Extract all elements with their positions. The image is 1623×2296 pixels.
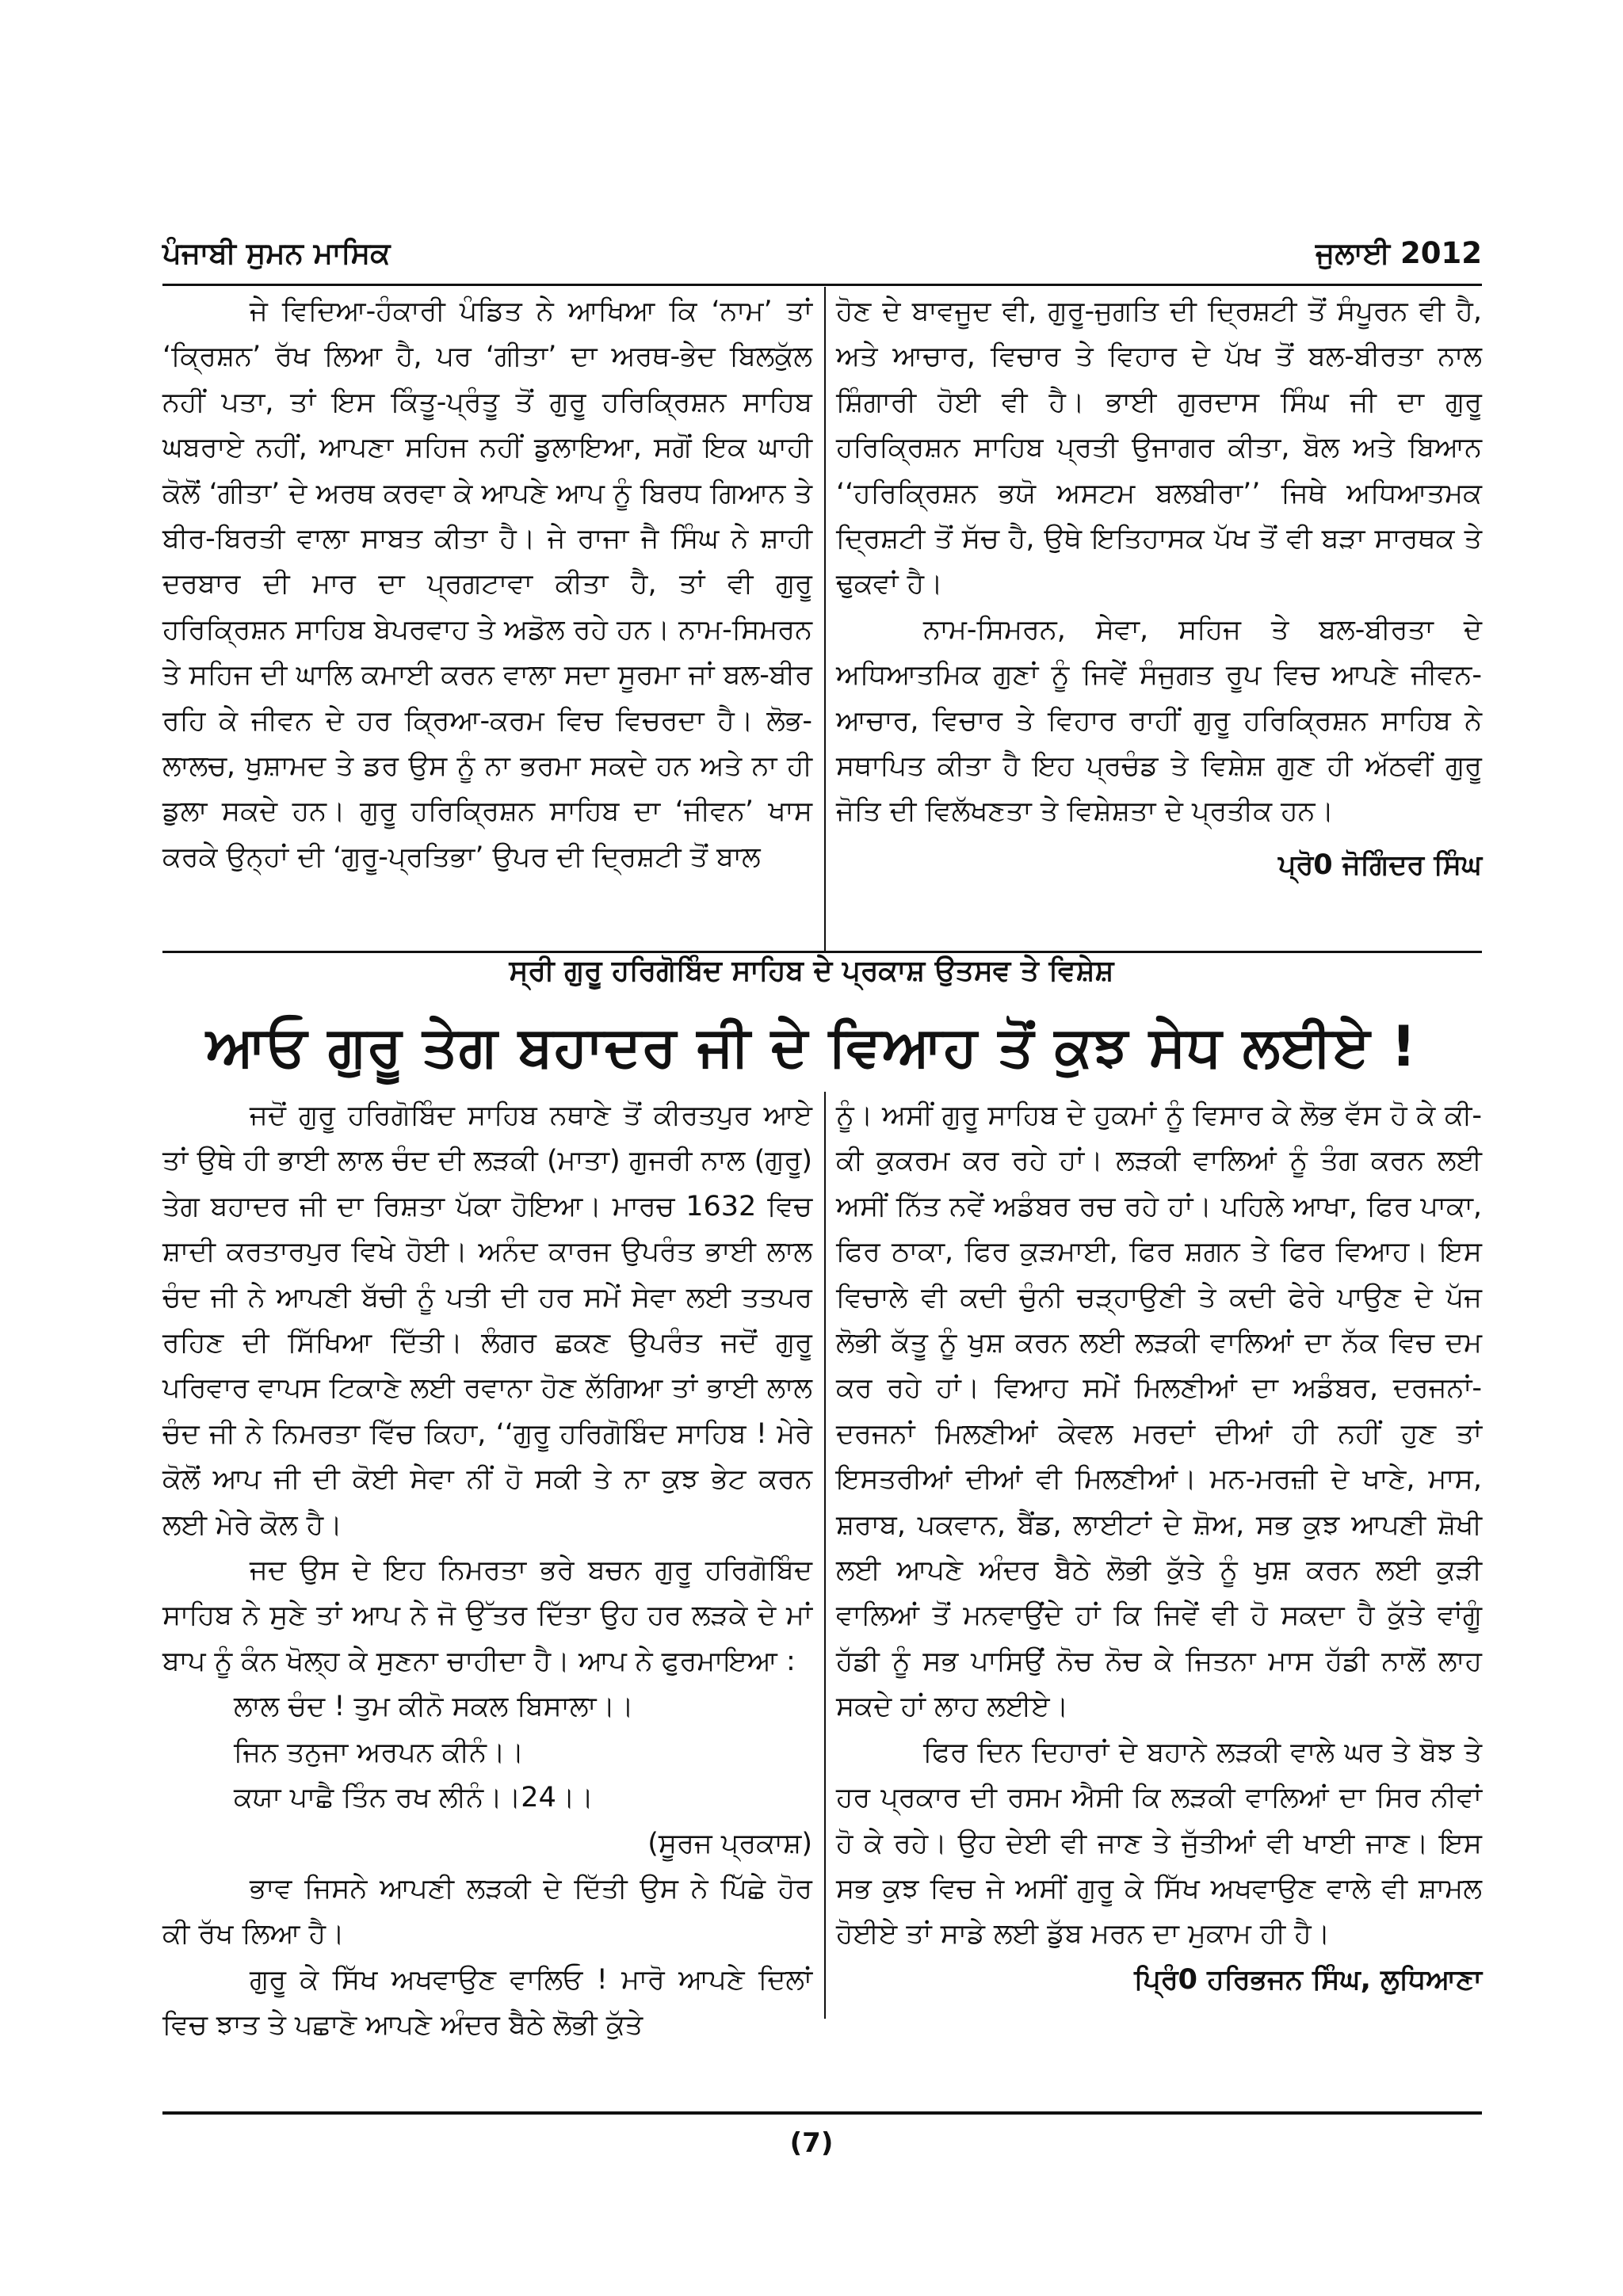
verse-line: ਜਿਨ ਤਨੁਜਾ ਅਰਪਨ ਕੀਨੰ।।	[234, 1736, 525, 1768]
header-rule	[162, 284, 1482, 286]
verse-line: ਕਯਾ ਪਾਛੈ ਤਿੰਨ ਰਖ ਲੀਨੰ।।24।।	[234, 1782, 594, 1814]
author-signature: ਪ੍ਰਿੰ0 ਹਰਿਭਜਨ ਸਿੰਘ, ਲੁਧਿਆਣਾ	[1134, 1963, 1482, 1996]
paragraph: ਫਿਰ ਦਿਨ ਦਿਹਾਰਾਂ ਦੇ ਬਹਾਨੇ ਲੜਕੀ ਵਾਲੇ ਘਰ ਤੇ ਬੋਝ ਤੇ ਹਰ ਪ੍ਰਕਾਰ ਦੀ ਰਸਮ ਐਸੀ ਕਿ ਲੜਕੀ ਵਾਲਿਆਂ ਦਾ ਸਿਰ ਨੀਵਾਂ ਹੋ ਕੇ ਰਹੇ। ਉਹ ਦੇਈ ਵੀ ਜਾਣ ਤੇ ਜੁੱਤੀਆਂ ਵੀ ਖਾਈ ਜਾਣ। ਇਸ ਸਭ ਕੁਝ ਵਿਚ ਜੇ ਅਸੀਂ ਗੁਰੂ ਕੇ ਸਿੱਖ ਅਖਵਾਉਣ ਵਾਲੇ ਵੀ ਸ਼ਾਮਲ ਹੋਈਏ ਤਾਂ ਸਾਡੇ ਲਈ ਡੁੱਬ ਮਰਨ ਦਾ ਮੁਕਾਮ ਹੀ ਹੈ।	[836, 1736, 1482, 1951]
paragraph: ਗੁਰੂ ਕੇ ਸਿੱਖ ਅਖਵਾਉਣ ਵਾਲਿਓ ! ਮਾਰੋ ਆਪਣੇ ਦਿਲਾਂ ਵਿਚ ਝਾਤ ਤੇ ਪਛਾਣੋ ਆਪਣੇ ਅੰਦਰ ਬੈਠੇ ਲੋਭੀ ਕੁੱਤੇ	[162, 1963, 812, 2042]
paragraph: ਜਦੋਂ ਗੁਰੂ ਹਰਿਗੋਬਿੰਦ ਸਾਹਿਬ ਨਥਾਣੇ ਤੋਂ ਕੀਰਤਪੁਰ ਆਏ ਤਾਂ ਉਥੇ ਹੀ ਭਾਈ ਲਾਲ ਚੰਦ ਦੀ ਲੜਕੀ (ਮਾਤਾ) ਗੁਜਰੀ ਨਾਲ (ਗੁਰੂ) ਤੇਗ ਬਹਾਦਰ ਜੀ ਦਾ ਰਿਸ਼ਤਾ ਪੱਕਾ ਹੋਇਆ। ਮਾਰਚ 1632 ਵਿਚ ਸ਼ਾਦੀ ਕਰਤਾਰਪੁਰ ਵਿਖੇ ਹੋਈ। ਅਨੰਦ ਕਾਰਜ ਉਪਰੰਤ ਭਾਈ ਲਾਲ ਚੰਦ ਜੀ ਨੇ ਆਪਣੀ ਬੱਚੀ ਨੂੰ ਪਤੀ ਦੀ ਹਰ ਸਮੇਂ ਸੇਵਾ ਲਈ ਤਤਪਰ ਰਹਿਣ ਦੀ ਸਿੱਖਿਆ ਦਿੱਤੀ। ਲੰਗਰ ਛਕਣ ਉਪਰੰਤ ਜਦੋਂ ਗੁਰੂ ਪਰਿਵਾਰ ਵਾਪਸ ਟਿਕਾਣੇ ਲਈ ਰਵਾਨਾ ਹੋਣ ਲੱਗਿਆ ਤਾਂ ਭਾਈ ਲਾਲ ਚੰਦ ਜੀ ਨੇ ਨਿਮਰਤਾ ਵਿੱਚ ਕਿਹਾ, ‘‘ਗੁਰੂ ਹਰਿਗੋਬਿੰਦ ਸਾਹਿਬ ! ਮੇਰੇ ਕੋਲੋਂ ਆਪ ਜੀ ਦੀ ਕੋਈ ਸੇਵਾ ਨੀਂ ਹੋ ਸਕੀ ਤੇ ਨਾ ਕੁਝ ਭੇਟ ਕਰਨ ਲਈ ਮੇਰੇ ਕੋਲ ਹੈ।	[162, 1100, 812, 1541]
top-column-divider	[824, 287, 826, 951]
article-right-column	[836, 1093, 1482, 2003]
issue-date: ਜੁਲਾਈ 2012	[1316, 236, 1482, 270]
top-right-column	[836, 289, 1482, 888]
section-divider	[162, 951, 1482, 953]
footer-rule	[162, 2111, 1482, 2115]
magazine-name: ਪੰਜਾਬੀ ਸੁਮਨ ਮਾਸਿਕ	[162, 236, 391, 270]
page-number: (7)	[789, 2127, 834, 2159]
paragraph: ਹੋਣ ਦੇ ਬਾਵਜੂਦ ਵੀ, ਗੁਰੂ-ਜੁਗਤਿ ਦੀ ਦ੍ਰਿਸ਼ਟੀ ਤੋਂ ਸੰਪੂਰਨ ਵੀ ਹੈ, ਅਤੇ ਆਚਾਰ, ਵਿਚਾਰ ਤੇ ਵਿਹਾਰ ਦੇ ਪੱਖ ਤੋਂ ਬਲ-ਬੀਰਤਾ ਨਾਲ ਸ਼ਿੰਗਾਰੀ ਹੋਈ ਵੀ ਹੈ। ਭਾਈ ਗੁਰਦਾਸ ਸਿੰਘ ਜੀ ਦਾ ਗੁਰੂ ਹਰਿਕ੍ਰਿਸ਼ਨ ਸਾਹਿਬ ਪ੍ਰਤੀ ਉਜਾਗਰ ਕੀਤਾ, ਬੋਲ ਅਤੇ ਬਿਆਨ ‘‘ਹਰਿਕ੍ਰਿਸ਼ਨ ਭਯੋ ਅਸਟਮ ਬਲਬੀਰਾ’’ ਜਿਥੇ ਅਧਿਆਤਮਕ ਦ੍ਰਿਸ਼ਟੀ ਤੋਂ ਸੱਚ ਹੈ, ਉਥੇ ਇਤਿਹਾਸਕ ਪੱਖ ਤੋਂ ਵੀ ਬੜਾ ਸਾਰਥਕ ਤੇ ਢੁਕਵਾਂ ਹੈ।	[836, 296, 1482, 601]
paragraph: ਜਦ ਉਸ ਦੇ ਇਹ ਨਿਮਰਤਾ ਭਰੇ ਬਚਨ ਗੁਰੂ ਹਰਿਗੋਬਿੰਦ ਸਾਹਿਬ ਨੇ ਸੁਣੇ ਤਾਂ ਆਪ ਨੇ ਜੋ ਉੱਤਰ ਦਿੱਤਾ ਉਹ ਹਰ ਲੜਕੇ ਦੇ ਮਾਂ ਬਾਪ ਨੂੰ ਕੰਨ ਖੋਲ੍ਹ ਕੇ ਸੁਣਨਾ ਚਾਹੀਦਾ ਹੈ। ਆਪ ਨੇ ਫੁਰਮਾਇਆ :	[162, 1554, 812, 1677]
paragraph: ਨੂੰ। ਅਸੀਂ ਗੁਰੂ ਸਾਹਿਬ ਦੇ ਹੁਕਮਾਂ ਨੂੰ ਵਿਸਾਰ ਕੇ ਲੋਭ ਵੱਸ ਹੋ ਕੇ ਕੀ-ਕੀ ਕੁਕਰਮ ਕਰ ਰਹੇ ਹਾਂ। ਲੜਕੀ ਵਾਲਿਆਂ ਨੂੰ ਤੰਗ ਕਰਨ ਲਈ ਅਸੀਂ ਨਿੱਤ ਨਵੇਂ ਅਡੰਬਰ ਰਚ ਰਹੇ ਹਾਂ। ਪਹਿਲੇ ਆਖਾ, ਫਿਰ ਪਾਕਾ, ਫਿਰ ਠਾਕਾ, ਫਿਰ ਕੁੜਮਾਈ, ਫਿਰ ਸ਼ਗਨ ਤੇ ਫਿਰ ਵਿਆਹ। ਇਸ ਵਿਚਾਲੇ ਵੀ ਕਦੀ ਚੁੰਨੀ ਚੜ੍ਹਾਉਣੀ ਤੇ ਕਦੀ ਫੇਰੇ ਪਾਉਣ ਦੇ ਪੱਜ ਲੋਭੀ ਕੱਤੂ ਨੂੰ ਖੁਸ਼ ਕਰਨ ਲਈ ਲੜਕੀ ਵਾਲਿਆਂ ਦਾ ਨੱਕ ਵਿਚ ਦਮ ਕਰ ਰਹੇ ਹਾਂ। ਵਿਆਹ ਸਮੇਂ ਮਿਲਣੀਆਂ ਦਾ ਅਡੰਬਰ, ਦਰਜਨਾਂ-ਦਰਜਨਾਂ ਮਿਲਣੀਆਂ ਕੇਵਲ ਮਰਦਾਂ ਦੀਆਂ ਹੀ ਨਹੀਂ ਹੁਣ ਤਾਂ ਇਸਤਰੀਆਂ ਦੀਆਂ ਵੀ ਮਿਲਣੀਆਂ। ਮਨ-ਮਰਜ਼ੀ ਦੇ ਖਾਣੇ, ਮਾਸ, ਸ਼ਰਾਬ, ਪਕਵਾਨ, ਬੈਂਡ, ਲਾਈਟਾਂ ਦੇ ਸ਼ੋਅ, ਸਭ ਕੁਝ ਆਪਣੀ ਸ਼ੋਖੀ ਲਈ ਆਪਣੇ ਅੰਦਰ ਬੈਠੇ ਲੋਭੀ ਕੁੱਤੇ ਨੂੰ ਖੁਸ਼ ਕਰਨ ਲਈ ਕੁੜੀ ਵਾਲਿਆਂ ਤੋਂ ਮਨਵਾਉਂਦੇ ਹਾਂ ਕਿ ਜਿਵੇਂ ਵੀ ਹੋ ਸਕਦਾ ਹੈ ਕੁੱਤੇ ਵਾਂਗੂੰ ਹੱਡੀ ਨੂੰ ਸਭ ਪਾਸਿਉਂ ਨੋਚ ਨੋਚ ਕੇ ਜਿਤਨਾ ਮਾਸ ਹੱਡੀ ਨਾਲੋਂ ਲਾਹ ਸਕਦੇ ਹਾਂ ਲਾਹ ਲਈਏ।	[836, 1100, 1482, 1723]
verse-source: (ਸੂਰਜ ਪ੍ਰਕਾਸ਼)	[647, 1827, 812, 1859]
paragraph: ਜੇ ਵਿਦਿਆ-ਹੰਕਾਰੀ ਪੰਡਿਤ ਨੇ ਆਖਿਆ ਕਿ ‘ਨਾਮ’ ਤਾਂ ‘ਕ੍ਰਿਸ਼ਨ’ ਰੱਖ ਲਿਆ ਹੈ, ਪਰ ‘ਗੀਤਾ’ ਦਾ ਅਰਥ-ਭੇਦ ਬਿਲਕੁੱਲ ਨਹੀਂ ਪਤਾ, ਤਾਂ ਇਸ ਕਿੰਤੂ-ਪ੍ਰੰਤੂ ਤੋਂ ਗੁਰੂ ਹਰਿਕ੍ਰਿਸ਼ਨ ਸਾਹਿਬ ਘਬਰਾਏ ਨਹੀਂ, ਆਪਣਾ ਸਹਿਜ ਨਹੀਂ ਡੁਲਾਇਆ, ਸਗੋਂ ਇਕ ਘਾਹੀ ਕੋਲੋਂ ‘ਗੀਤਾ’ ਦੇ ਅਰਥ ਕਰਵਾ ਕੇ ਆਪਣੇ ਆਪ ਨੂੰ ਬਿਰਧ ਗਿਆਨ ਤੇ ਬੀਰ-ਬਿਰਤੀ ਵਾਲਾ ਸਾਬਤ ਕੀਤਾ ਹੈ। ਜੇ ਰਾਜਾ ਜੈ ਸਿੰਘ ਨੇ ਸ਼ਾਹੀ ਦਰਬਾਰ ਦੀ ਮਾਰ ਦਾ ਪ੍ਰਗਟਾਵਾ ਕੀਤਾ ਹੈ, ਤਾਂ ਵੀ ਗੁਰੂ ਹਰਿਕ੍ਰਿਸ਼ਨ ਸਾਹਿਬ ਬੇਪਰਵਾਹ ਤੇ ਅਡੋਲ ਰਹੇ ਹਨ। ਨਾਮ-ਸਿਮਰਨ ਤੇ ਸਹਿਜ ਦੀ ਘਾਲਿ ਕਮਾਈ ਕਰਨ ਵਾਲਾ ਸਦਾ ਸੂਰਮਾ ਜਾਂ ਬਲ-ਬੀਰ ਰਹਿ ਕੇ ਜੀਵਨ ਦੇ ਹਰ ਕ੍ਰਿਆ-ਕਰਮ ਵਿਚ ਵਿਚਰਦਾ ਹੈ। ਲੋਭ-ਲਾਲਚ, ਖੁਸ਼ਾਮਦ ਤੇ ਡਰ ਉਸ ਨੂੰ ਨਾ ਭਰਮਾ ਸਕਦੇ ਹਨ ਅਤੇ ਨਾ ਹੀ ਡੁਲਾ ਸਕਦੇ ਹਨ। ਗੁਰੂ ਹਰਿਕ੍ਰਿਸ਼ਨ ਸਾਹਿਬ ਦਾ ‘ਜੀਵਨ’ ਖਾਸ ਕਰਕੇ ਉਨ੍ਹਾਂ ਦੀ ‘ਗੁਰੂ-ਪ੍ਰਤਿਭਾ’ ਉਪਰ ਦੀ ਦ੍ਰਿਸ਼ਟੀ ਤੋਂ ਬਾਲ	[162, 296, 812, 873]
article-title: ਆਓ ਗੁਰੂ ਤੇਗ ਬਹਾਦਰ ਜੀ ਦੇ ਵਿਆਹ ਤੋਂ ਕੁਝ ਸੇਧ ਲਈਏ !	[205, 1014, 1418, 1079]
paragraph: ਨਾਮ-ਸਿਮਰਨ, ਸੇਵਾ, ਸਹਿਜ ਤੇ ਬਲ-ਬੀਰਤਾ ਦੇ ਅਧਿਆਤਮਿਕ ਗੁਣਾਂ ਨੂੰ ਜਿਵੇਂ ਸੰਜੁਗਤ ਰੂਪ ਵਿਚ ਆਪਣੇ ਜੀਵਨ-ਆਚਾਰ, ਵਿਚਾਰ ਤੇ ਵਿਹਾਰ ਰਾਹੀਂ ਗੁਰੂ ਹਰਿਕ੍ਰਿਸ਼ਨ ਸਾਹਿਬ ਨੇ ਸਥਾਪਿਤ ਕੀਤਾ ਹੈ ਇਹ ਪ੍ਰਚੰਡ ਤੇ ਵਿਸ਼ੇਸ਼ ਗੁਣ ਹੀ ਅੱਠਵੀਂ ਗੁਰੂ ਜੋਤਿ ਦੀ ਵਿਲੱਖਣਤਾ ਤੇ ਵਿਸ਼ੇਸ਼ਤਾ ਦੇ ਪ੍ਰਤੀਕ ਹਨ।	[836, 613, 1482, 828]
article-subtitle: ਸ੍ਰੀ ਗੁਰੂ ਹਰਿਗੋਬਿੰਦ ਸਾਹਿਬ ਦੇ ਪ੍ਰਕਾਸ਼ ਉਤਸਵ ਤੇ ਵਿਸ਼ੇਸ਼	[509, 955, 1114, 987]
article-left-column	[162, 1093, 812, 2049]
paragraph: ਭਾਵ ਜਿਸਨੇ ਆਪਣੀ ਲੜਕੀ ਦੇ ਦਿੱਤੀ ਉਸ ਨੇ ਪਿੱਛੇ ਹੋਰ ਕੀ ਰੱਖ ਲਿਆ ਹੈ।	[162, 1872, 812, 1951]
author-signature: ਪ੍ਰੋ0 ਜੋਗਿੰਦਰ ਸਿੰਘ	[1278, 849, 1482, 881]
verse-line: ਲਾਲ ਚੰਦ ! ਤੁਮ ਕੀਨੋ ਸਕਲ ਬਿਸਾਲਾ।।	[234, 1691, 634, 1723]
article-column-divider	[824, 1092, 826, 2019]
top-left-column	[162, 289, 812, 880]
